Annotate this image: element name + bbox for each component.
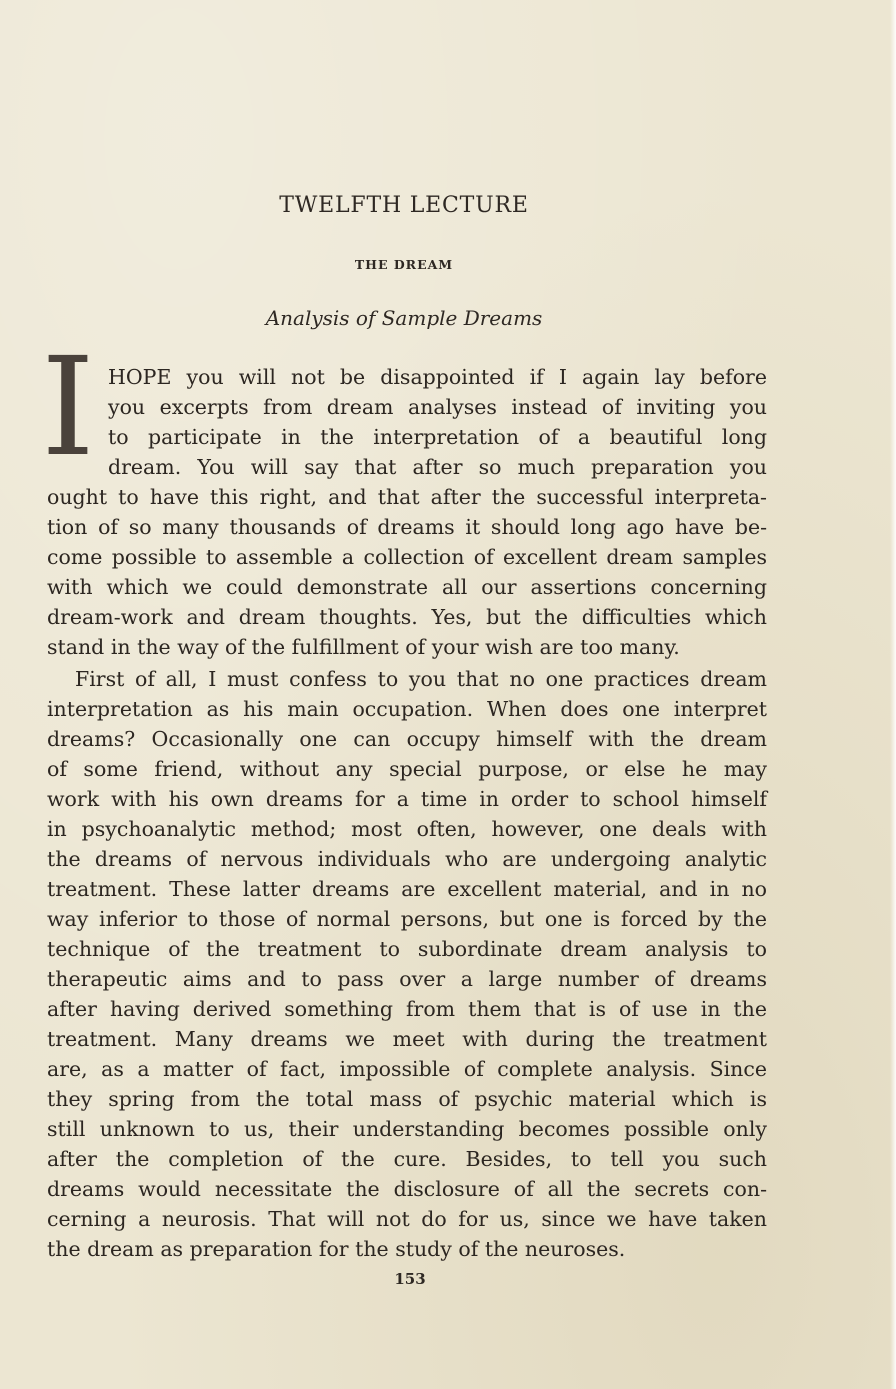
text-line: with which we could demonstrate all our assertions concerning bbox=[47, 575, 767, 599]
text-line: after the completion of the cure. Besides, to tell you such bbox=[47, 1147, 767, 1171]
text-line: dreams? Occasionally one can occupy himself with the dream bbox=[47, 727, 767, 751]
text-line: cerning a neurosis. That will not do for us, since we have taken bbox=[47, 1207, 767, 1231]
drop-cap-letter: I bbox=[41, 329, 95, 487]
text-line: treatment. These latter dreams are excellent material, and in no bbox=[47, 877, 767, 901]
text-line: still unknown to us, their understanding becomes possible only bbox=[47, 1117, 767, 1141]
section-title: THE DREAM bbox=[354, 257, 454, 272]
text-line: way inferior to those of normal persons, but one is forced by the bbox=[47, 907, 767, 931]
text-line: after having derived something from them that is of use in the bbox=[47, 997, 767, 1021]
text-line: ought to have this right, and that after the successful interpreta- bbox=[47, 485, 767, 509]
text-line: come possible to assemble a collection of excellent dream samples bbox=[47, 545, 767, 569]
text-line: in psychoanalytic method; most often, however, one deals with bbox=[47, 817, 767, 841]
text-line: you excerpts from dream analyses instead of inviting you bbox=[108, 395, 767, 419]
text-line: HOPE you will not be disappointed if I again lay before bbox=[108, 365, 767, 389]
text-line: of some friend, without any special purpose, or else he may bbox=[47, 757, 767, 781]
text-line: they spring from the total mass of psychic material which is bbox=[47, 1087, 767, 1111]
text-line: First of all, I must confess to you that no one practices dream bbox=[75, 667, 767, 691]
text-line: treatment. Many dreams we meet with during the treatment bbox=[47, 1027, 767, 1051]
text-line: therapeutic aims and to pass over a large number of dreams bbox=[47, 967, 767, 991]
text-line: to participate in the interpretation of a beautiful long bbox=[108, 425, 767, 449]
chapter-subtitle: Analysis of Sample Dreams bbox=[265, 306, 543, 330]
text-line: technique of the treatment to subordinate dream analysis to bbox=[47, 937, 767, 961]
text-line: stand in the way of the fulfillment of your wish are too many. bbox=[47, 635, 680, 659]
lecture-title: TWELFTH LECTURE bbox=[279, 193, 529, 218]
page-number: 153 bbox=[394, 1270, 426, 1288]
text-line: dream. You will say that after so much preparation you bbox=[108, 455, 767, 479]
text-line: the dreams of nervous individuals who are undergoing analytic bbox=[47, 847, 767, 871]
text-line: dreams would necessitate the disclosure of all the secrets con- bbox=[47, 1177, 767, 1201]
text-line: interpretation as his main occupation. When does one interpret bbox=[47, 697, 767, 721]
text-line: work with his own dreams for a time in order to school himself bbox=[47, 787, 767, 811]
text-line: are, as a matter of fact, impossible of complete analysis. Since bbox=[47, 1057, 767, 1081]
text-line: tion of so many thousands of dreams it should long ago have be- bbox=[47, 515, 767, 539]
text-line: the dream as preparation for the study of the neuroses. bbox=[47, 1237, 626, 1261]
page-edge bbox=[890, 0, 896, 1389]
text-line: dream-work and dream thoughts. Yes, but the difficulties which bbox=[47, 605, 767, 629]
